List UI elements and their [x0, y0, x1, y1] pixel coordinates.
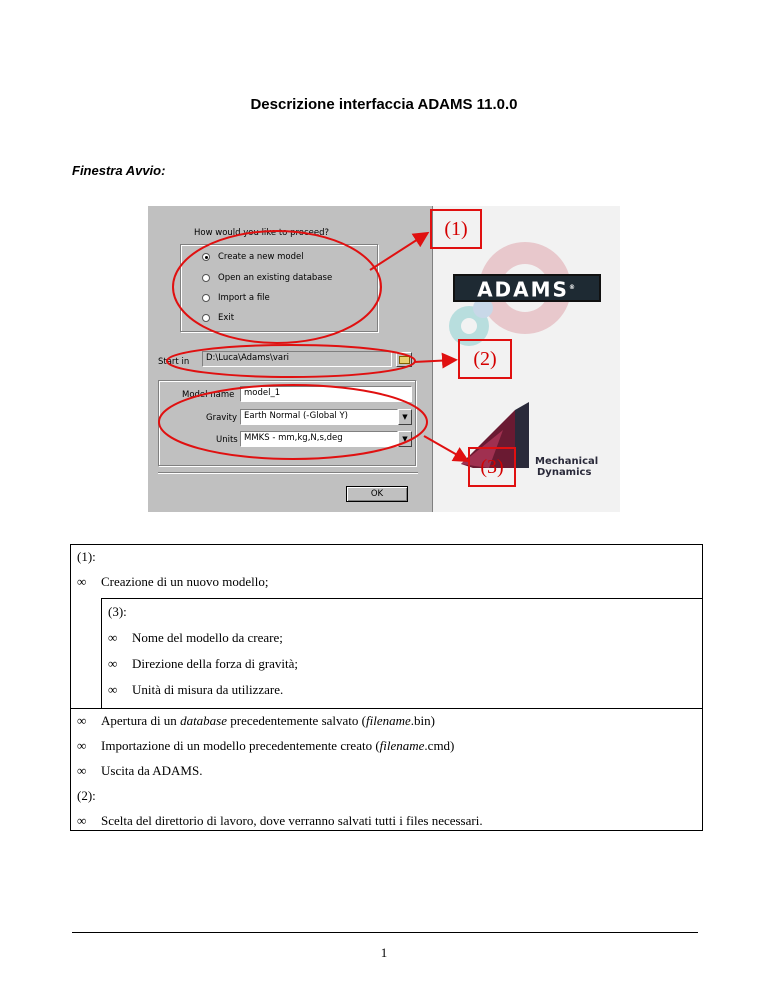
section-3-block: [101, 598, 703, 708]
item-text: Importazione di un modello precedentemente creato (: [101, 738, 380, 753]
list-item: [77, 813, 696, 829]
item-text: Creazione di un nuovo modello;: [101, 574, 269, 589]
page-number: 1: [380, 945, 388, 960]
item-text-italic: filename: [379, 738, 425, 753]
list-item: [108, 656, 697, 672]
bullet: ∞: [77, 813, 87, 828]
bullet: ∞: [77, 738, 87, 753]
list-item: [77, 763, 696, 779]
arrow-2: [414, 360, 454, 362]
arrow-3: [424, 436, 466, 460]
model-name-label: Model name: [182, 390, 235, 400]
list-item: [108, 630, 697, 646]
chevron-down-icon[interactable]: ▼: [398, 431, 412, 447]
option-label: Open an existing database: [218, 273, 333, 283]
start-in-label: Start in: [158, 357, 190, 367]
section-subtitle: Finestra Avvio:: [72, 163, 166, 178]
proceed-question: How would you like to proceed?: [194, 228, 330, 238]
units-label: Units: [216, 435, 238, 445]
item-text: Unità di misura da utilizzare.: [132, 682, 284, 697]
ok-button[interactable]: OK: [346, 486, 408, 502]
list-item: [77, 738, 696, 754]
section-3-wrapper: [70, 598, 703, 708]
brand-line-1: Mechanical: [535, 456, 599, 467]
item-text-italic: database: [180, 713, 228, 728]
gravity-select[interactable]: Earth Normal (-Global Y): [240, 409, 398, 425]
item-text: Nome del modello da creare;: [132, 630, 283, 645]
item-text-italic: filename: [365, 713, 411, 728]
callout-3: (3): [468, 447, 516, 487]
list-item: [77, 574, 696, 590]
item-text: Uscita da ADAMS.: [101, 763, 203, 778]
logo-mark: ®: [568, 284, 577, 291]
highlight-ellipse-options: [173, 231, 381, 343]
section-bottom-block: [70, 708, 703, 831]
callout-2: (2): [458, 339, 512, 379]
option-label: Import a file: [218, 293, 270, 303]
item-text: Direzione della forza di gravità;: [132, 656, 299, 671]
section-3-label: (3):: [108, 604, 127, 619]
section-1-block: [70, 544, 703, 598]
arrow-1: [370, 234, 426, 270]
description-table: [70, 544, 703, 831]
item-text: Scelta del direttorio di lavoro, dove verranno salvati tutti i files necessari.: [101, 813, 483, 828]
bullet: ∞: [108, 656, 118, 671]
item-text: precedentemente salvato (: [227, 713, 366, 728]
gravity-label: Gravity: [206, 413, 238, 423]
highlight-ellipse-start-in: [167, 345, 415, 377]
callout-1: (1): [430, 209, 482, 249]
bullet: ∞: [77, 713, 87, 728]
footer-rule: [72, 932, 698, 933]
page-title: Descrizione interfaccia ADAMS 11.0.0: [250, 96, 518, 113]
chevron-down-icon[interactable]: ▼: [398, 409, 412, 425]
adams-logo-text: ADAMS: [477, 277, 569, 302]
item-text: .bin): [410, 713, 435, 728]
section-2-label: (2):: [77, 788, 96, 803]
option-label: Create a new model: [218, 252, 304, 262]
bullet: ∞: [77, 763, 87, 778]
start-in-field[interactable]: D:\Luca\Adams\vari: [202, 351, 392, 367]
option-label: Exit: [218, 313, 235, 323]
units-select[interactable]: MMKS - mm,kg,N,s,deg: [240, 431, 398, 447]
model-name-input[interactable]: model_1: [240, 386, 412, 402]
list-item: [108, 682, 697, 698]
highlight-ellipse-settings: [159, 385, 427, 459]
bullet: ∞: [77, 574, 87, 589]
item-text: .cmd): [424, 738, 455, 753]
bullet: ∞: [108, 682, 118, 697]
bullet: ∞: [108, 630, 118, 645]
list-item: [77, 713, 696, 729]
section-1-label: (1):: [77, 549, 96, 564]
brand-line-2: Dynamics: [537, 467, 592, 478]
item-text: Apertura di un: [101, 713, 181, 728]
